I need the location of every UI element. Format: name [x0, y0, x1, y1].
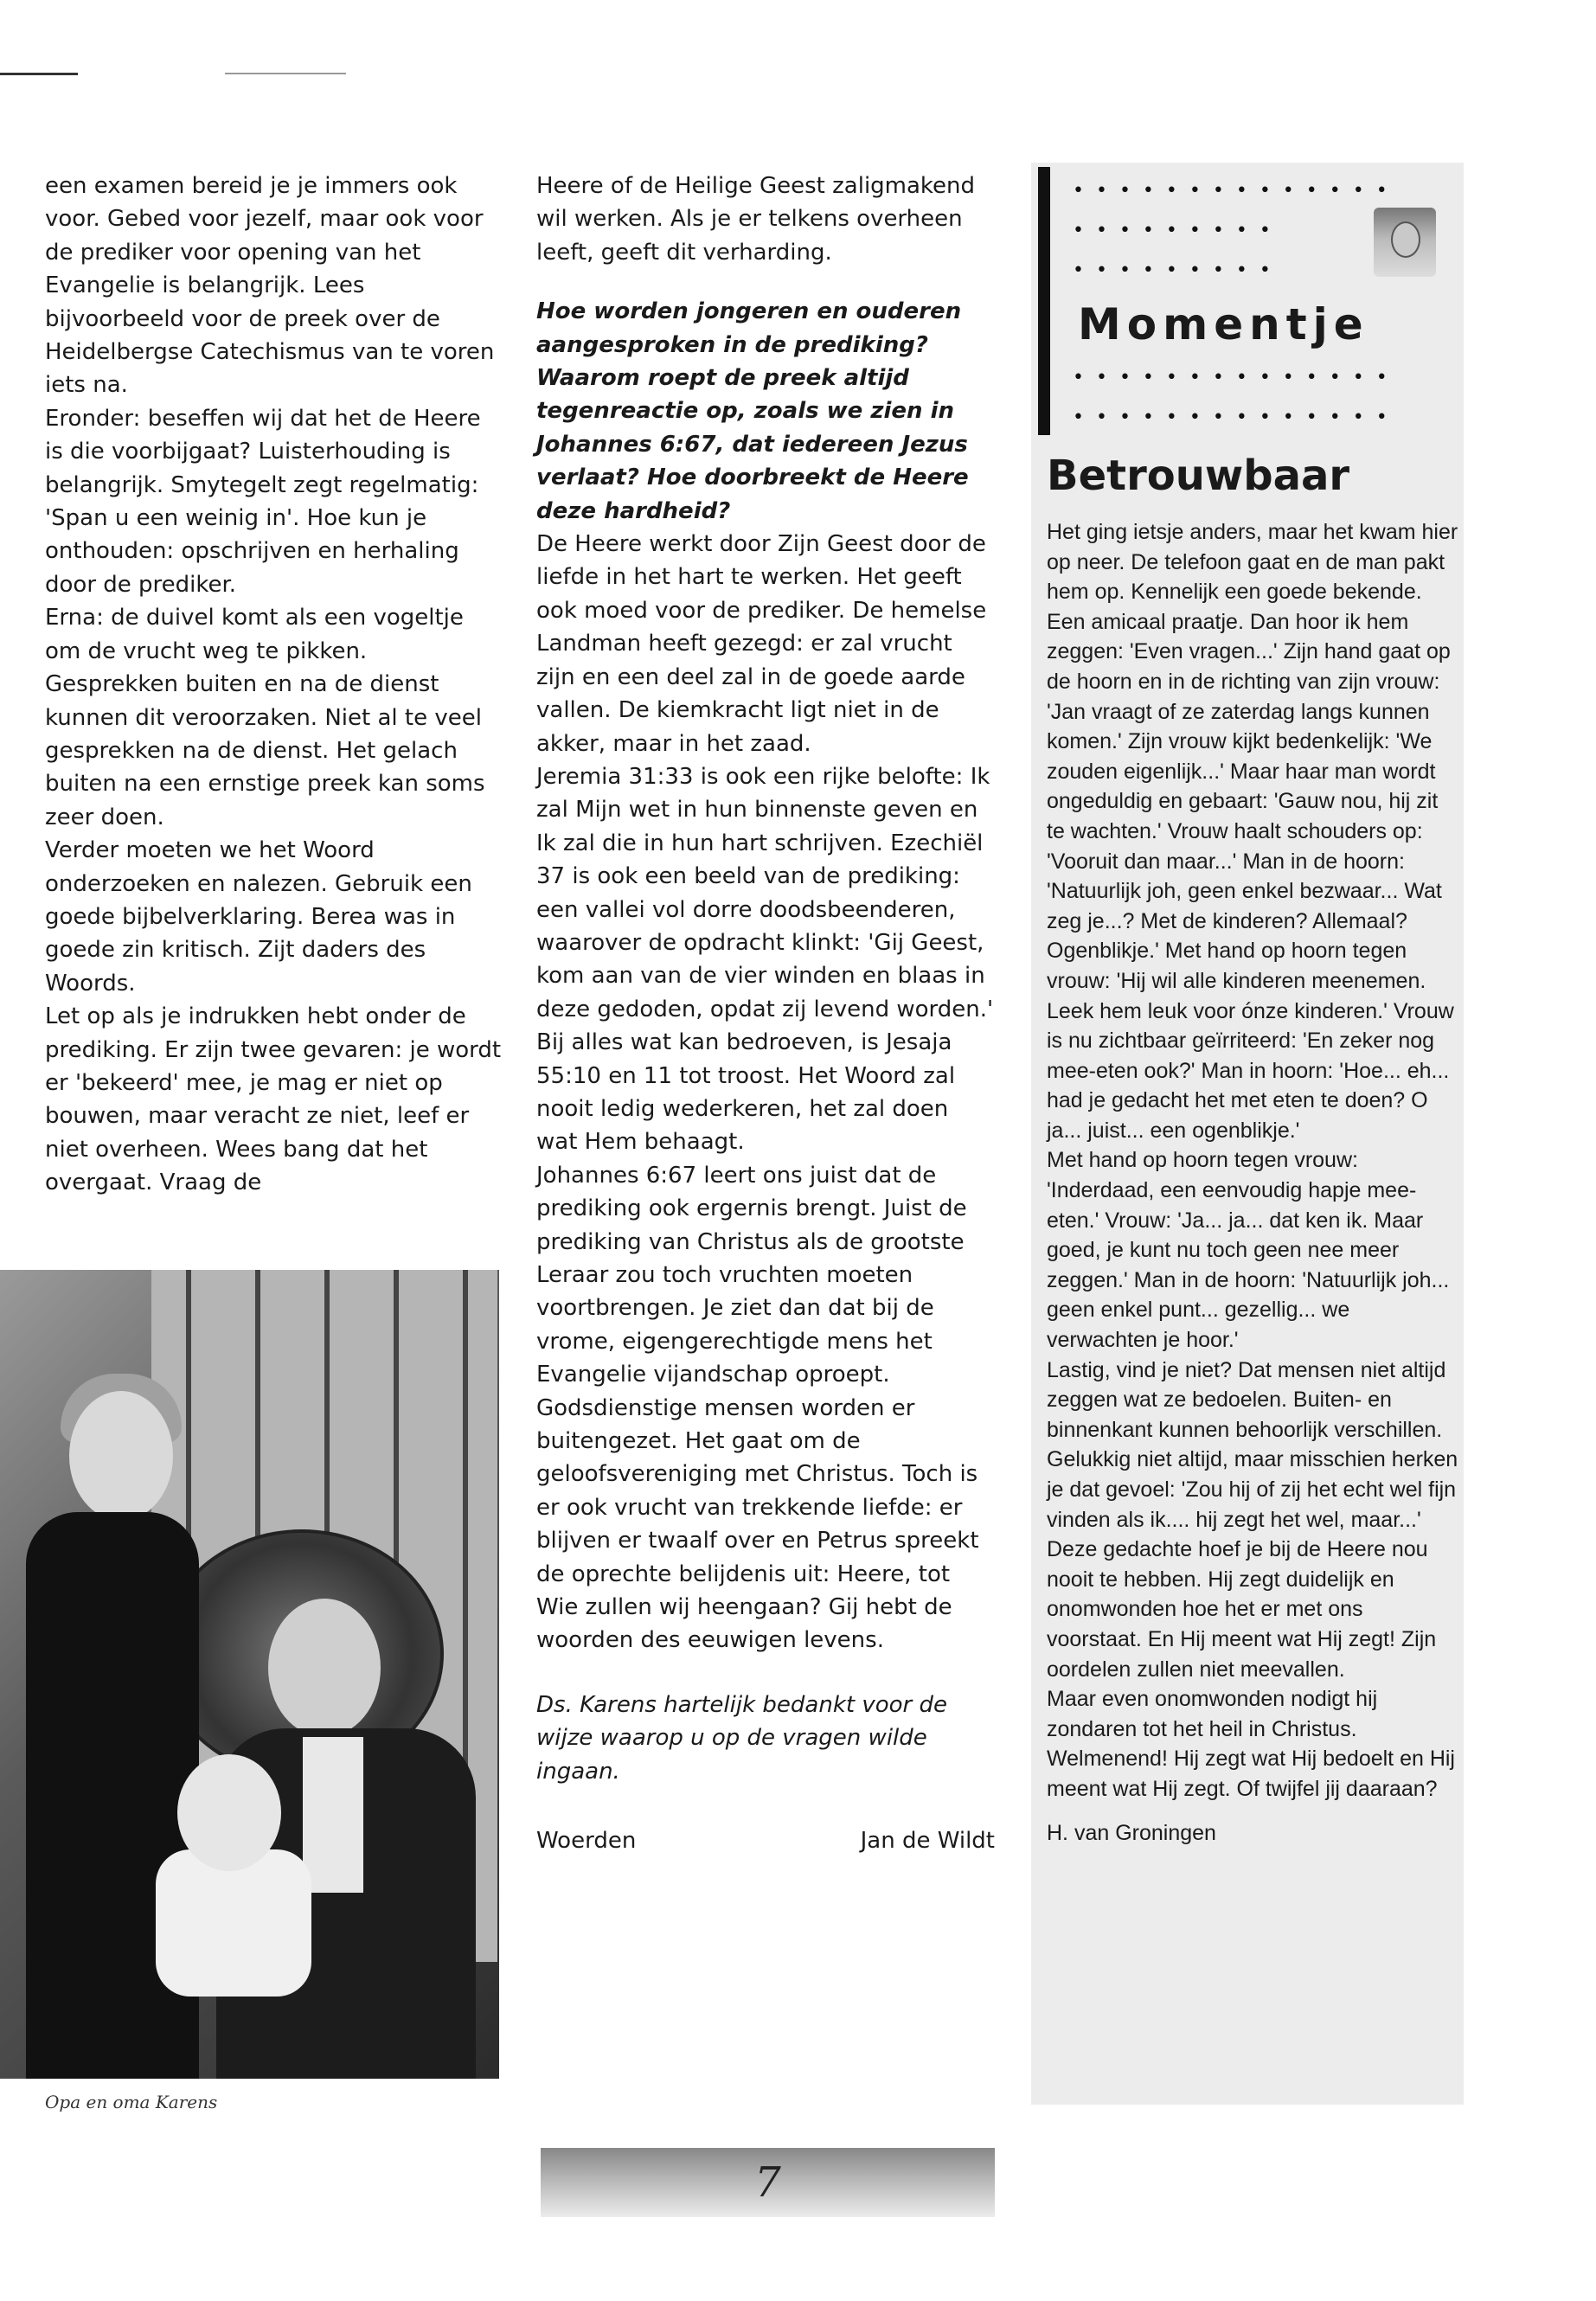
bracket-decoration	[1038, 167, 1050, 435]
dot-row: ••••••••••••••	[1073, 407, 1400, 428]
paragraph: Verder moeten we het Woord onderzoeken en nalezen. Gebruik een goede bijbelverklaring. Berea was in goede zin kritisch. Zijt daders des Woords.	[45, 837, 472, 997]
paragraph: Let op als je indrukken hebt onder de prediking. Er zijn twee gevaren: je wordt er 'bekeerd' mee, je mag er niet op bouwen, maar veracht ze niet, leef er niet overheen. Wees bang dat het overgaat. Vraag de	[45, 1003, 502, 1196]
top-rule	[0, 73, 78, 75]
dot-row: •••••••••	[1073, 220, 1283, 241]
thanks-note: Ds. Karens hartelijk bedankt voor de wijze waarop u op de vragen wilde ingaan.	[536, 1691, 947, 1785]
paragraph: Heere of de Heilige Geest zaligmakend wil werken. Als je er telkens overheen leeft, geeft dit verharding.	[536, 173, 976, 266]
interview-question: Hoe worden jongeren en ouderen aangesproken in de prediking? Waarom roept de preek altijd tegenreactie op, zoals we zien in Johannes 6:67, dat iedereen Jezus verlaat? Hoe doorbreekt de Heere deze hardheid?	[536, 298, 969, 524]
dot-row: ••••••••••••••	[1073, 180, 1400, 202]
paragraph: Deze gedachte hoef je bij de Heere nou nooit te hebben. Hij zegt duidelijk en onomwonden hoe het er met ons voorstaat. En Hij meent wat Hij zegt! Zijn oordelen zullen niet meevallen.	[1047, 1537, 1437, 1682]
place: Woerden	[536, 1828, 637, 1855]
paragraph: Eronder: beseffen wij dat het de Heere is die voorbijgaat? Luisterhouding is belangrijk. Smytegelt zegt regelmatig: 'Span u een weinig in'. Hoe kun je onthouden: opschrijven en herhaling door de prediker.	[45, 405, 481, 598]
dot-row: •••••••••	[1073, 260, 1283, 281]
signature-line	[536, 1824, 995, 1857]
paragraph: Lastig, vind je niet? Dat mensen niet altijd zeggen wat ze bedoelen. Buiten- en binnenkant kunnen behoorlijk verschillen. Gelukkig niet altijd, maar misschien herken je dat gevoel: 'Zou hij of zij het echt wel fijn vinden als ik.... hij zegt het wel, maar...'	[1047, 1357, 1458, 1532]
paragraph: Johannes 6:67 leert ons juist dat de prediking ook ergernis brengt. Juist de prediking van Christus als de grootste Leraar zou toch vruchten moeten voortbrengen. Je ziet dan dat bij de vrome, eigengerechtigde mens het Evangelie vijandschap oproept. Godsdienstige mensen worden er buitengezet. Het gaat om de geloofsvereniging met Christus. Toch is er ook vrucht van trekkende liefde: er blijven er twaalf over en Petrus spreekt de oprechte belijdenis uit: Heere, tot Wie zullen wij heengaan? Gij hebt de woorden des eeuwigen levens.	[536, 1162, 979, 1654]
page-number-bar	[541, 2148, 995, 2217]
top-rule-secondary	[225, 73, 346, 74]
paragraph: Jeremia 31:33 is ook een rijke belofte: Ik zal Mijn wet in hun binnenste geven en Ik zal die in hun hart schrijven. Ezechiël 37 is ook een beeld van de prediking: een vallei vol dorre doodsbeenderen, waarover de opdracht klinkt: 'Gij Geest, kom aan van de vier winden en blaas in deze gedoden, opdat zij levend worden.' Bij alles wat kan bedroeven, is Jesaja 55:10 en 11 tot troost. Het Woord zal nooit ledig wederkeren, het zal doen wat Hem behaagt.	[536, 763, 994, 1156]
paragraph: Het ging ietsje anders, maar het kwam hier op neer. De telefoon gaat en de man pakt hem op. Kennelijk een goede bekende. Een amicaal praatje. Dan hoor ik hem zeggen: 'Even vragen...' Zijn hand gaat op de hoorn en in de richting van zijn vrouw: 'Jan vraagt of ze zaterdag langs kunnen komen.' Zijn vrouw kijkt bedenkelijk: 'We zouden eigenlijk...' Maar haar man wordt ongeduldig en gebaart: 'Gauw nou, hij zit te wachten.' Vrouw haalt schouders op: 'Vooruit dan maar...' Man in de hoorn: 'Natuurlijk joh, geen enkel bezwaar... Wat zeg je...? Met de kinderen? Allemaal? Ogenblikje.' Met hand op hoorn tegen vrouw: 'Hij wil alle kinderen meenemen. Leek hem leuk voor ónze kinderen.' Vrouw is nu zichtbaar geïrriteerd: 'En zeker nog mee-eten ook?' Man in hoorn: 'Hoe... eh... had je gedacht het met eten te doen? O ja... juist... een ogenblikje.'	[1047, 520, 1458, 1143]
paragraph: De Heere werkt door Zijn Geest door de liefde in het hart te werken. Het geeft ook moed voor de prediker. De hemelse Landman heeft gezegd: er zal vrucht zijn en een deel zal in de goede aarde vallen. De kiemkracht ligt niet in de akker, maar in het zaad.	[536, 531, 987, 757]
author: Jan de Wildt	[860, 1828, 995, 1855]
sidebar-author: H. van Groningen	[1047, 1820, 1216, 1845]
family-photo	[0, 1270, 499, 2079]
page-number: 7	[754, 2158, 781, 2207]
paragraph: Maar even onomwonden nodigt hij zondaren tot het heil in Christus. Welmenend! Hij zegt wat Hij bedoelt en Hij meent wat Hij zegt. Of twijfel jij daaraan?	[1047, 1687, 1455, 1801]
momentje-sidebar	[1031, 163, 1464, 2105]
baby-figure	[151, 1754, 316, 1997]
paragraph: Met hand op hoorn tegen vrouw: 'Inderdaad, een eenvoudig hapje mee-eten.' Vrouw: 'Ja... ja... dat ken ik. Maar goed, je kunt nu toch geen nee meer zeggen.' Man in de hoorn: 'Natuurlijk joh... geen enkel punt... gezellig... we verwachten je hoor.'	[1047, 1148, 1450, 1353]
article-column-1	[45, 170, 503, 1200]
article-column-2	[536, 170, 995, 1858]
sidebar-body	[1047, 517, 1460, 1848]
paragraph: een examen bereid je je immers ook voor. Gebed voor jezelf, maar ook voor de prediker voor opening van het Evangelie is belangrijk. Lees bijvoorbeeld voor de preek over de Heidelbergse Catechismus van te voren iets na.	[45, 173, 495, 399]
photo-caption: Opa en oma Karens	[45, 2092, 218, 2112]
column-header: Momentje	[1078, 299, 1369, 349]
author-portrait	[1374, 208, 1436, 277]
sidebar-title: Betrouwbaar	[1047, 452, 1350, 500]
paragraph: Erna: de duivel komt als een vogeltje om de vrucht weg te pikken. Gesprekken buiten en na de dienst kunnen dit veroorzaken. Niet al te veel gesprekken na de dienst. Het gelach buiten na een ernstige preek kan soms zeer doen.	[45, 605, 485, 830]
dot-row: ••••••••••••••	[1073, 367, 1400, 388]
